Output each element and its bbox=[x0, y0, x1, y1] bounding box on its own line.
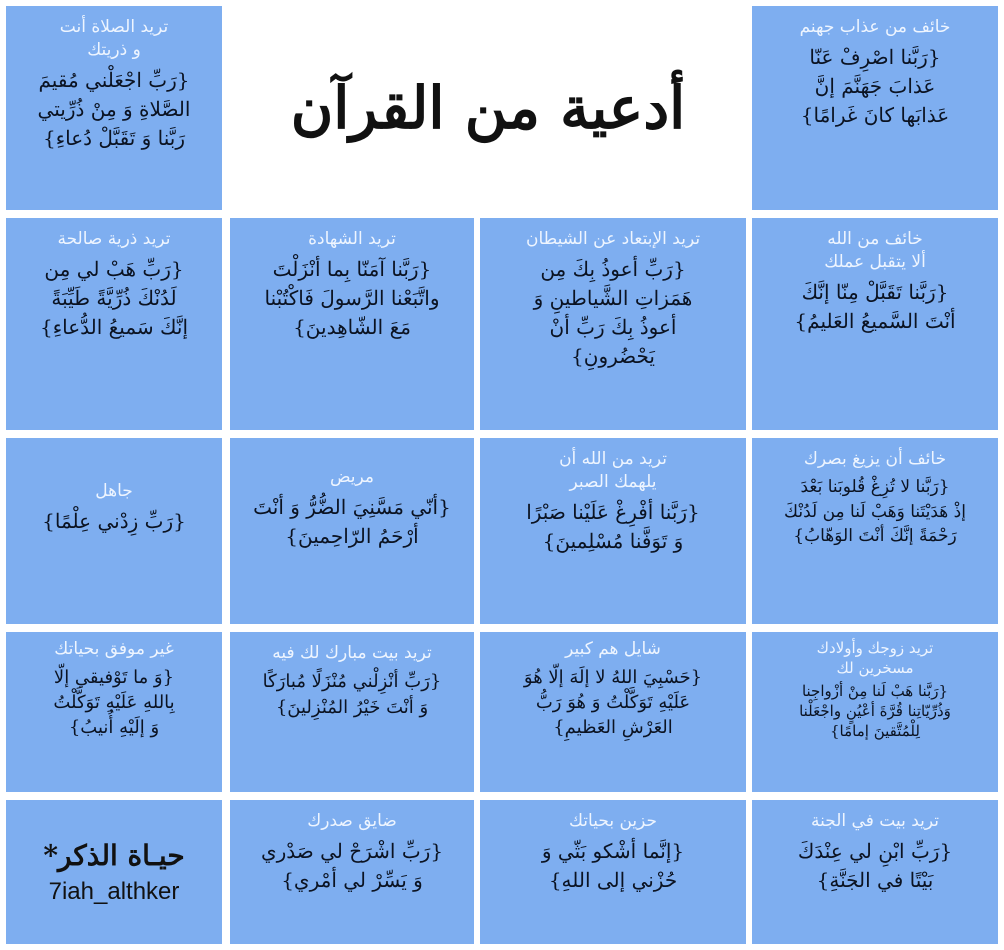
card-heading: خائف أن يزيغ بصرك bbox=[803, 449, 947, 469]
card-heading: تريد بيت في الجنة bbox=[811, 811, 939, 831]
card-dua: {رَبَّنا أفْرِغْ عَلَيْنا صَبْرًا وَ تَوَفَّنا مُسْلِمينَ} bbox=[526, 499, 700, 553]
brand-handle: 7iah_althker bbox=[48, 877, 180, 905]
card-house-in-paradise bbox=[752, 800, 998, 944]
card-dua: {رَبَّنا آمَنّا بِما أنْزَلْتَ واتَّبَعْنا الرَّسولَ فَاكْتُبْنا مَعَ الشّاهِدينَ} bbox=[264, 256, 440, 339]
card-dua: {رَبِّ هَبْ لي مِن لَدُنْكَ ذُرِّيَّةً طَيِّبَةً إنَّكَ سَميعُ الدُّعاءِ} bbox=[40, 256, 188, 339]
card-acceptance-of-deeds bbox=[752, 218, 998, 430]
card-heading: تريد زوجك وأولادك مسخرين لك bbox=[816, 639, 934, 678]
card-patience bbox=[480, 438, 746, 624]
page-title: أدعية من القرآن bbox=[290, 74, 686, 142]
card-fear-of-hell bbox=[752, 6, 998, 210]
brand-name: حيـاة الذكر* bbox=[43, 838, 185, 872]
card-heading: شايل هم كبير bbox=[565, 639, 661, 659]
card-spouse-children bbox=[752, 632, 998, 792]
card-righteous-offspring bbox=[6, 218, 222, 430]
card-heading: جاهل bbox=[95, 481, 133, 501]
card-dua: {إنَّما أشْكو بَثّي وَ حُزْني إلى اللهِ} bbox=[541, 838, 685, 892]
card-heading: تريد الإبتعاد عن الشيطان bbox=[525, 229, 701, 249]
card-success bbox=[6, 632, 222, 792]
card-heading: غير موفق بحياتك bbox=[54, 639, 174, 659]
card-sick bbox=[230, 438, 474, 624]
card-dua: {أنّي مَسَّنِيَ الضُّرُّ وَ أنْتَ أرْحَمُ الرّاحِمينَ} bbox=[253, 494, 451, 548]
card-dua: {رَبِّ ابْنِ لي عِنْدَكَ بَيْتًا في الجَنَّةِ} bbox=[797, 838, 953, 892]
card-sadness bbox=[480, 800, 746, 944]
card-dua: {رَبَّنا هَبْ لَنا مِنْ أزْواجِنا وَذُرِّيّاتِنا قُرَّةَ أعْيُنٍ واجْعَلْنا لِلْمُتَّقينَ إمامًا} bbox=[799, 681, 951, 740]
brand-card bbox=[6, 800, 222, 944]
card-heading: مريض bbox=[329, 467, 375, 487]
title-panel bbox=[228, 6, 748, 210]
card-heading: تريد الشهادة bbox=[308, 229, 396, 249]
card-heading: تريد بيت مبارك لك فيه bbox=[272, 643, 432, 663]
card-heading: تريد من الله أن يلهمك الصبر bbox=[559, 449, 667, 492]
card-heading: تريد الصلاة أنت و ذريتك bbox=[59, 17, 169, 60]
card-steadfast-heart bbox=[752, 438, 998, 624]
card-heading: حزين بحياتك bbox=[568, 811, 658, 831]
card-dua: {رَبِّ زِدْني عِلْمًا} bbox=[42, 508, 186, 533]
card-prayer-establishment bbox=[6, 6, 222, 210]
card-dua: {رَبِّ أنْزِلْني مُنْزَلًا مُبارَكًا وَ أنْتَ خَيْرُ المُنْزِلينَ} bbox=[262, 670, 442, 719]
card-heading: خائف من عذاب جهنم bbox=[799, 17, 951, 37]
card-martyrdom bbox=[230, 218, 474, 430]
card-dua: {رَبَّنا تَقَبَّلْ مِنّا إنَّكَ أنْتَ السَّميعُ العَليمُ} bbox=[794, 279, 956, 333]
card-refuge-from-satan bbox=[480, 218, 746, 430]
card-dua: {رَبَّنا اصْرِفْ عَنّا عَذابَ جَهَنَّمَ إنَّ عَذابَها كانَ غَرامًا} bbox=[800, 44, 950, 127]
card-heading: تريد ذرية صالحة bbox=[57, 229, 171, 249]
card-blessed-home bbox=[230, 632, 474, 792]
card-dua: {رَبِّ اشْرَحْ لي صَدْري وَ يَسِّرْ لي أمْري} bbox=[260, 838, 444, 892]
card-heading: خائف من الله ألا يتقبل عملك bbox=[824, 229, 926, 272]
card-distressed-chest bbox=[230, 800, 474, 944]
card-dua: {رَبِّ أعوذُ بِكَ مِن هَمَزاتِ الشَّياطينِ وَ أعوذُ بِكَ رَبِّ أنْ يَحْضُرونِ} bbox=[533, 256, 693, 368]
card-knowledge bbox=[6, 438, 222, 624]
card-dua: {رَبَّنا لا تُزِغْ قُلوبَنا بَعْدَ إذْ هَدَيْتَنا وَهَبْ لَنا مِن لَدُنْكَ رَحْمَةً إنَّكَ أنْتَ الوَهّابُ} bbox=[784, 476, 966, 547]
card-heading: ضايق صدرك bbox=[307, 811, 397, 831]
card-great-worry bbox=[480, 632, 746, 792]
card-dua: {رَبِّ اجْعَلْني مُقيمَ الصَّلاةِ وَ مِنْ ذُرِّيتي رَبَّنا وَ تَقَبَّلْ دُعاءِ} bbox=[37, 67, 191, 150]
card-dua: {وَ ما تَوْفيقي إلّا بِاللهِ عَلَيْهِ تَوَكَّلْتُ وَ إلَيْهِ أُنيبُ} bbox=[53, 666, 175, 739]
card-dua: {حَسْبِيَ اللهُ لا إلَهَ إلّا هُوَ عَلَيْهِ تَوَكَّلْتُ وَ هُوَ رَبُّ العَرْشِ العَظيمِ} bbox=[523, 666, 703, 739]
